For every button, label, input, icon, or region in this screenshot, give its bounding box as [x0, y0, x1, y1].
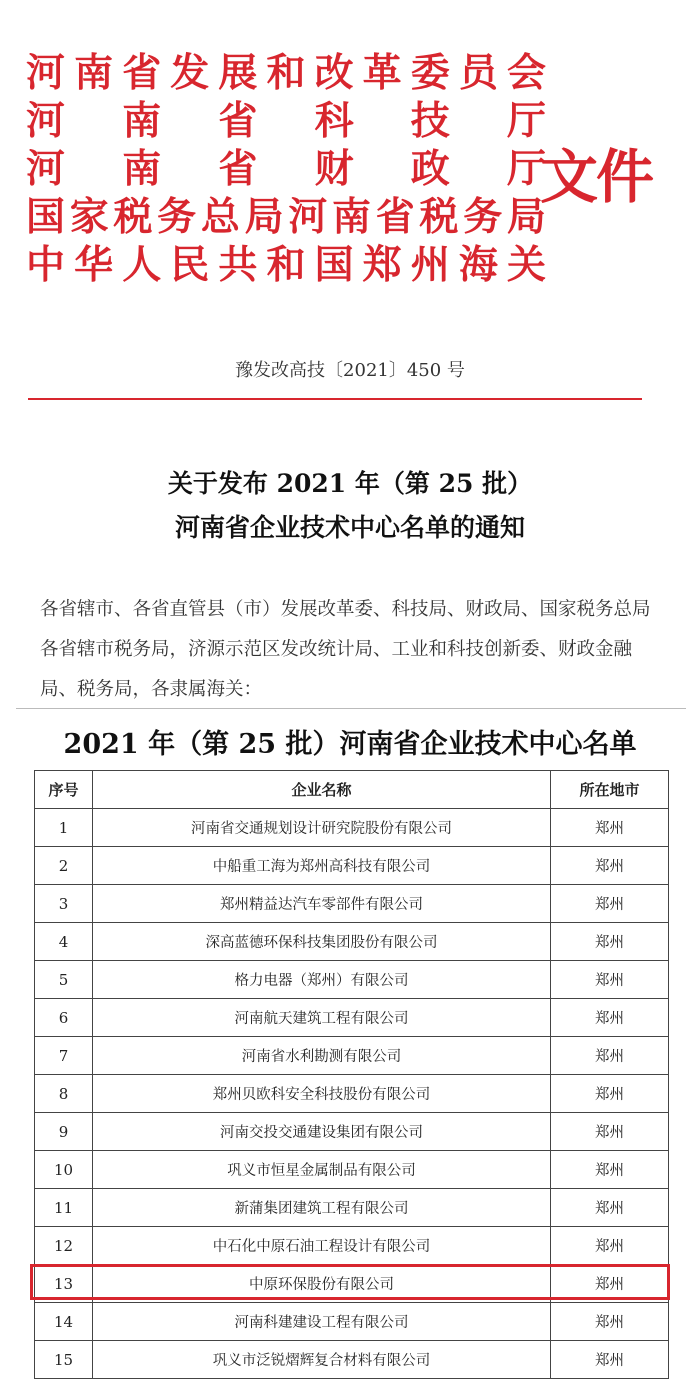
- issuer-char: 省: [122, 51, 162, 96]
- column-header-city: 所在地市: [551, 771, 669, 809]
- cell-no: 10: [35, 1151, 93, 1189]
- cell-no: 15: [35, 1341, 93, 1379]
- table-row: [35, 809, 669, 847]
- cell-no: 12: [35, 1227, 93, 1265]
- column-header-name: 企业名称: [93, 771, 551, 809]
- cell-name: 格力电器（郑州）有限公司: [93, 961, 551, 999]
- issuer-char: 局: [244, 195, 284, 240]
- table-row: [35, 847, 669, 885]
- issuer-char: 民: [170, 243, 210, 288]
- issuer-char: 技: [410, 99, 450, 144]
- issuer-char: 南: [74, 51, 114, 96]
- cell-name: 郑州精益达汽车零部件有限公司: [93, 885, 551, 923]
- cell-city: 郑州: [551, 923, 669, 961]
- issuer-char: 财: [314, 147, 354, 192]
- issuer-char: 共: [218, 243, 258, 288]
- cell-no: 9: [35, 1113, 93, 1151]
- section-divider: [16, 708, 686, 709]
- cell-city: 郑州: [551, 1341, 669, 1379]
- cell-name: 深高蓝德环保科技集团股份有限公司: [93, 923, 551, 961]
- cell-name: 新蒲集团建筑工程有限公司: [93, 1189, 551, 1227]
- issuer-char: 河: [26, 147, 66, 192]
- issuer-char: 局: [506, 195, 546, 240]
- issuer-char: 省: [218, 99, 258, 144]
- table-row: [35, 885, 669, 923]
- issuer-list: [26, 50, 546, 290]
- cell-name: 河南交投交通建设集团有限公司: [93, 1113, 551, 1151]
- issuer-char: 河: [288, 195, 328, 240]
- cell-city: 郑州: [551, 1303, 669, 1341]
- cell-no: 2: [35, 847, 93, 885]
- issuer-char: 省: [375, 195, 415, 240]
- issuer-char: 海: [458, 243, 498, 288]
- issuer-row: [26, 242, 546, 290]
- table-header-row: [35, 771, 669, 809]
- issuer-char: 华: [74, 243, 114, 288]
- issuer-char: 厅: [506, 99, 546, 144]
- cell-name: 中原环保股份有限公司: [93, 1265, 551, 1303]
- cell-city: 郑州: [551, 999, 669, 1037]
- issuer-char: 总: [200, 195, 240, 240]
- issuer-char: 南: [332, 195, 372, 240]
- notice-body: 各省辖市、各省直管县（市）发展改革委、科技局、财政局、国家税务总局各省辖市税务局，济源示范区发改统计局、工业和科技创新委、财政金融局、税务局，各隶属海关：: [40, 599, 651, 700]
- cell-no: 7: [35, 1037, 93, 1075]
- cell-no: 11: [35, 1189, 93, 1227]
- document-number: 豫发改高技〔2021〕450 号: [235, 360, 465, 381]
- cell-name: 河南省交通规划设计研究院股份有限公司: [93, 809, 551, 847]
- document-label: 文件: [540, 143, 653, 211]
- cell-city: 郑州: [551, 809, 669, 847]
- issuer-char: 委: [410, 51, 450, 96]
- cell-city: 郑州: [551, 1265, 669, 1303]
- highlight-box: [30, 1264, 670, 1300]
- issuer-char: 郑: [362, 243, 402, 288]
- cell-name: 巩义市恒星金属制品有限公司: [93, 1151, 551, 1189]
- cell-city: 郑州: [551, 1189, 669, 1227]
- table-row: [35, 1227, 669, 1265]
- issuer-char: 国: [26, 195, 66, 240]
- issuer-char: 科: [314, 99, 354, 144]
- cell-no: 13: [35, 1265, 93, 1303]
- cell-city: 郑州: [551, 1227, 669, 1265]
- cell-city: 郑州: [551, 961, 669, 999]
- cell-no: 1: [35, 809, 93, 847]
- cell-no: 3: [35, 885, 93, 923]
- cell-no: 5: [35, 961, 93, 999]
- cell-city: 郑州: [551, 1037, 669, 1075]
- issuer-char: 政: [410, 147, 450, 192]
- table-row: [35, 961, 669, 999]
- issuer-char: 发: [170, 51, 210, 96]
- issuer-char: 河: [26, 99, 66, 144]
- issuer-char: 务: [157, 195, 197, 240]
- issuer-row: [26, 50, 546, 98]
- table-row: [35, 1075, 669, 1113]
- issuer-row: [26, 98, 546, 146]
- cell-city: 郑州: [551, 847, 669, 885]
- issuer-char: 河: [26, 51, 66, 96]
- table-row: [35, 1037, 669, 1075]
- issuer-char: 和: [266, 51, 306, 96]
- cell-name: 中船重工海为郑州高科技有限公司: [93, 847, 551, 885]
- table-row: [35, 999, 669, 1037]
- notice-title-line2: 河南省企业技术中心名单的通知: [174, 513, 525, 542]
- cell-name: 中石化中原石油工程设计有限公司: [93, 1227, 551, 1265]
- notice-title: [0, 462, 700, 550]
- issuer-char: 务: [463, 195, 503, 240]
- cell-name: 河南航天建筑工程有限公司: [93, 999, 551, 1037]
- table-row: [35, 1189, 669, 1227]
- cell-city: 郑州: [551, 1151, 669, 1189]
- cell-name: 郑州贝欧科安全科技股份有限公司: [93, 1075, 551, 1113]
- cell-city: 郑州: [551, 1113, 669, 1151]
- cell-no: 4: [35, 923, 93, 961]
- issuer-char: 展: [218, 51, 258, 96]
- notice-title-line1: 关于发布 2021 年（第 25 批）: [167, 469, 533, 498]
- issuer-char: 省: [218, 147, 258, 192]
- table-row: [35, 1113, 669, 1151]
- cell-name: 河南省水利勘测有限公司: [93, 1037, 551, 1075]
- cell-no: 6: [35, 999, 93, 1037]
- issuer-char: 人: [122, 243, 162, 288]
- list-title: 2021 年（第 25 批）河南省企业技术中心名单: [63, 729, 637, 760]
- table-row: [35, 923, 669, 961]
- issuer-char: 家: [69, 195, 109, 240]
- table-row: [35, 1341, 669, 1379]
- issuer-char: 中: [26, 243, 66, 288]
- column-header-no: 序号: [35, 771, 93, 809]
- cell-no: 14: [35, 1303, 93, 1341]
- issuer-char: 和: [266, 243, 306, 288]
- issuer-char: 国: [314, 243, 354, 288]
- issuer-row: [26, 194, 546, 242]
- cell-city: 郑州: [551, 885, 669, 923]
- issuer-char: 税: [419, 195, 459, 240]
- issuer-char: 南: [122, 147, 162, 192]
- issuer-char: 税: [113, 195, 153, 240]
- issuer-char: 革: [362, 51, 402, 96]
- cell-name: 巩义市泛锐熠辉复合材料有限公司: [93, 1341, 551, 1379]
- issuer-char: 厅: [506, 147, 546, 192]
- issuer-char: 改: [314, 51, 354, 96]
- cell-no: 8: [35, 1075, 93, 1113]
- table-row: [35, 1151, 669, 1189]
- table-row: [35, 1303, 669, 1341]
- issuer-char: 关: [506, 243, 546, 288]
- issuer-char: 州: [410, 243, 450, 288]
- issuer-char: 员: [458, 51, 498, 96]
- cell-city: 郑州: [551, 1075, 669, 1113]
- issuer-char: 会: [506, 51, 546, 96]
- cell-name: 河南科建建设工程有限公司: [93, 1303, 551, 1341]
- issuer-row: [26, 146, 546, 194]
- issuer-char: 南: [122, 99, 162, 144]
- red-divider: [28, 398, 642, 400]
